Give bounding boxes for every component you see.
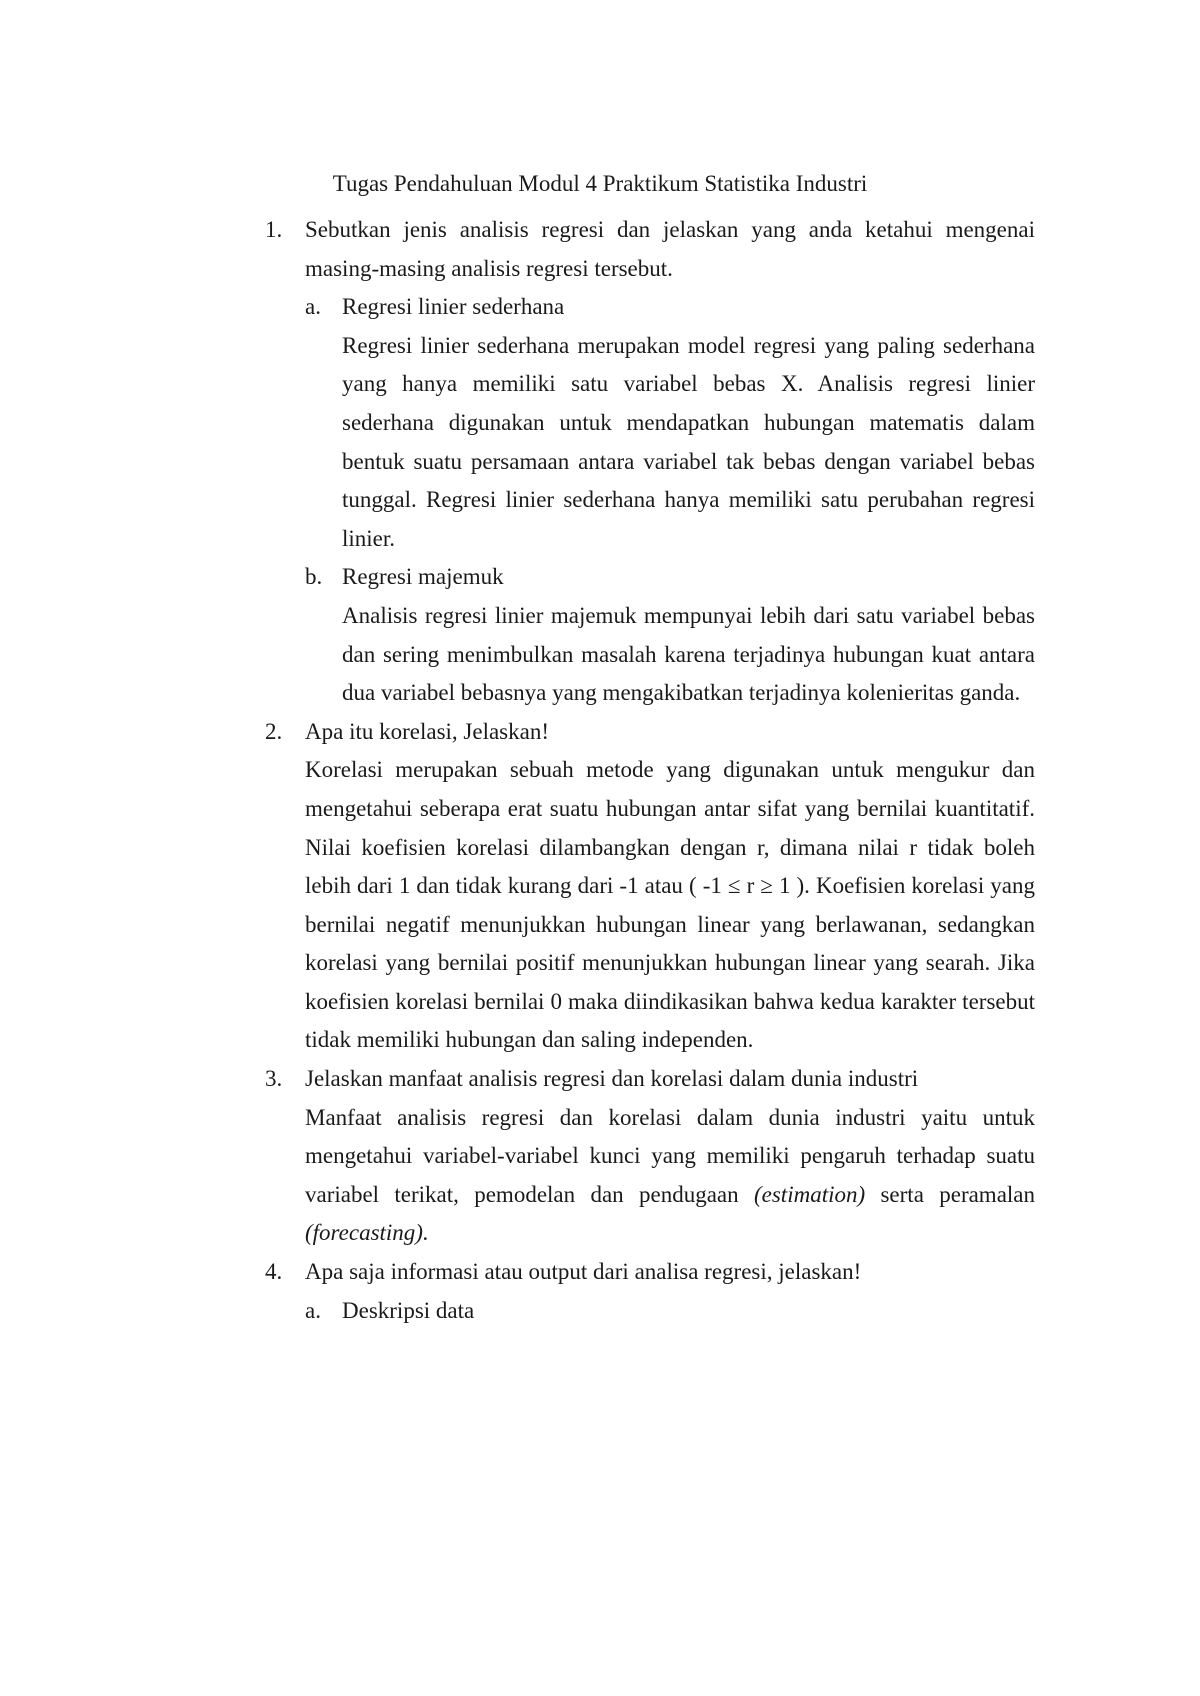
question-1-item-b: [305, 558, 1035, 712]
question-4-text: Apa saja informasi atau output dari analisa regresi, jelaskan!: [305, 1259, 862, 1285]
question-3-term-estimation: (estimation): [753, 1181, 866, 1207]
question-3-answer: [305, 1099, 1035, 1253]
question-2-number: 2.: [265, 718, 283, 744]
question-2-text: Apa itu korelasi, Jelaskan!: [305, 718, 549, 744]
question-1-text: Sebutkan jenis analisis regresi dan jelaskan yang anda ketahui mengenai masing-masing analisis regresi tersebut.: [305, 217, 1035, 281]
question-3: [265, 1060, 1035, 1253]
question-4-item-a-heading: Deskripsi data: [342, 1297, 475, 1323]
question-4-item-a: [305, 1292, 1035, 1331]
question-4-item-a-letter: a.: [305, 1297, 321, 1323]
question-1-item-b-heading: Regresi majemuk: [342, 564, 504, 590]
question-4: [265, 1253, 1035, 1330]
question-4-number: 4.: [265, 1259, 283, 1285]
document-content: [265, 211, 1035, 1330]
question-1-item-a-body: Regresi linier sederhana merupakan model regresi yang paling sederhana yang hanya memiliki satu variabel bebas X. Analisis regresi linier sederhana digunakan untuk mendapatkan hubungan matematis dalam bentuk suatu persamaan antara variabel tak bebas dengan variabel bebas tunggal. Regresi linier sederhana hanya memiliki satu perubahan regresi linier.: [342, 332, 1035, 551]
question-1-item-a: [305, 288, 1035, 558]
question-3-term-forecasting: (forecasting).: [305, 1220, 429, 1246]
question-2: [265, 713, 1035, 1060]
question-1-item-b-body: Analisis regresi linier majemuk mempunyai lebih dari satu variabel bebas dan sering menimbulkan masalah karena terjadinya hubungan kuat antara dua variabel bebasnya yang mengakibatkan terjadinya kolenieritas ganda.: [342, 602, 1035, 706]
question-3-answer-part2: serta peramalan: [880, 1181, 1036, 1207]
question-3-number: 3.: [265, 1066, 283, 1092]
question-1-item-a-letter: a.: [305, 294, 321, 320]
question-3-answer-part1: Manfaat analisis regresi dan korelasi dalam dunia industri yaitu untuk mengetahui variabel-variabel kunci yang memiliki pengaruh terhadap suatu variabel terikat, pemodelan dan pendugaan: [305, 1104, 1035, 1207]
question-1-number: 1.: [265, 217, 283, 242]
question-1-item-a-heading: Regresi linier sederhana: [342, 294, 565, 320]
question-2-answer: Korelasi merupakan sebuah metode yang digunakan untuk mengukur dan mengetahui seberapa erat suatu hubungan antar sifat yang bernilai kuantitatif. Nilai koefisien korelasi dilambangkan dengan r, dimana nilai r tidak boleh lebih dari 1 dan tidak kurang dari -1 atau ( -1 ≤ r ≥ 1 ). Koefisien korelasi yang bernilai negatif menunjukkan hubungan linear yang berlawanan, sedangkan korelasi yang bernilai positif menunjukkan hubungan linear yang searah. Jika koefisien korelasi bernilai 0 maka diindikasikan bahwa kedua karakter tersebut tidak memiliki hubungan dan saling independen.: [305, 757, 1035, 1053]
question-1: [265, 211, 1035, 713]
document-title: Tugas Pendahuluan Modul 4 Praktikum Statistika Industri: [332, 171, 868, 196]
question-3-text: Jelaskan manfaat analisis regresi dan korelasi dalam dunia industri: [305, 1066, 919, 1092]
question-1-item-b-letter: b.: [305, 564, 323, 590]
